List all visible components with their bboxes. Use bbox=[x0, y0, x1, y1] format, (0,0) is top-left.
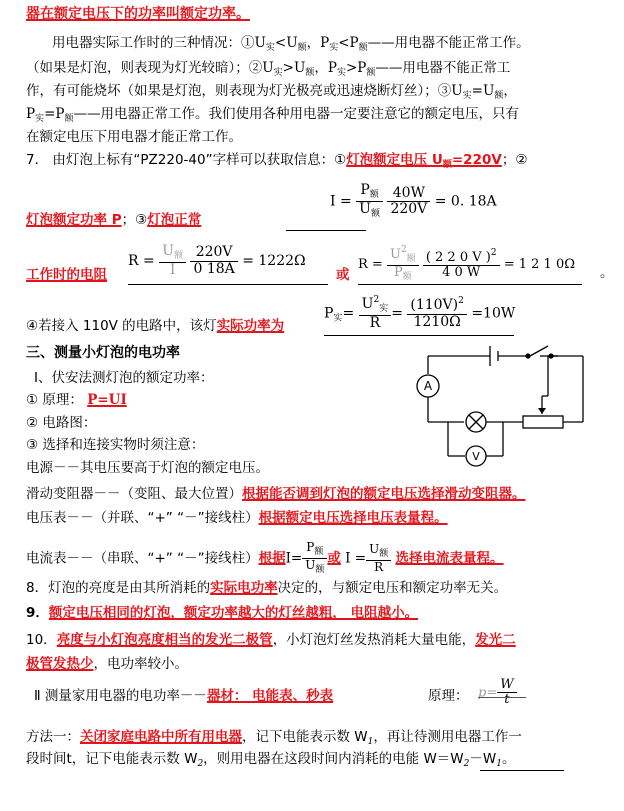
blank-underline bbox=[286, 212, 366, 231]
sub1-title: Ⅰ、伏安法测灯泡的额定功率： bbox=[34, 370, 214, 386]
underline-actual-power bbox=[324, 335, 514, 336]
item7-line2: 灯泡额定功率 P；③灯泡正常 bbox=[26, 212, 202, 228]
rheostat-slider-arrow bbox=[538, 408, 546, 414]
method1-line1: 方法一：关闭家庭电路中所有用电器，记下电能表示数 $W_1$，再让待测用电器工作一 bbox=[26, 729, 522, 747]
voltmeter-label: V bbox=[472, 450, 480, 463]
principle-line: ① 原理： P=UI bbox=[26, 392, 127, 408]
three-cases-line2: （如果是灯泡，则表现为灯光较暗）；$②U_实>U_额$，$P_实>P_额——$用电器不能正常工 bbox=[26, 60, 511, 78]
item8-line: 8．灯泡的亮度是由其所消耗的实际电功率决定的，与额定电压和额定功率无关。 bbox=[26, 580, 508, 596]
section3-title: 三、测量小灯泡的电功率 bbox=[26, 345, 180, 361]
item10-line2: 极管发热少，电功率较小。 bbox=[26, 656, 188, 672]
strike-line bbox=[478, 697, 526, 698]
rheostat-symbol bbox=[523, 416, 563, 428]
item4-line: ④若接入 110V 的电路中，该灯实际功率为 bbox=[26, 318, 285, 334]
circuit-label: ② 电路图： bbox=[26, 415, 97, 431]
ammeter-line: 电流表－－（串联、“+” “－”接线柱）根据I= $\frac{P_额}{U_额}$ 或 I = $\frac{U_额}{R}$ 选择电流表量程。 bbox=[26, 540, 504, 575]
item7-line1: 7． 由灯泡上标有“PZ220-40”字样可以获取信息：①灯泡额定电压 $U_额=220V$；② bbox=[26, 152, 528, 170]
power-source-line: 电源－－其电压要高于灯泡的额定电压。 bbox=[26, 460, 269, 476]
underline-r2 bbox=[358, 284, 582, 285]
three-cases-line4: $P_实=P_额——$用电器正常工作。我们使用各种用电器一定要注意它的额定电压，只有 bbox=[26, 106, 520, 124]
ammeter-label: A bbox=[423, 379, 433, 393]
item10-line1: 10．亮度与小灯泡亮度相当的发光二极管，小灯泡灯丝发热消耗大量电能，发光二 bbox=[26, 632, 516, 648]
voltmeter-line: 电压表－－（并联、“+” “－”接线柱）根据额定电压选择电压表量程。 bbox=[26, 510, 448, 526]
three-cases-line3: 作，有可能烧坏（如果是灯泡，则表现为灯光极亮或迅速烧断灯丝）；$③U_实=U_额$， bbox=[26, 83, 517, 101]
underline-r1 bbox=[128, 284, 328, 285]
formula-resistance-1: R = $\frac{U_额}{I}$ $\frac{220V}{0 18A}$ = 1222Ω bbox=[128, 243, 306, 278]
period: 。 bbox=[600, 265, 614, 281]
or-label: 或 bbox=[336, 267, 350, 283]
sub2-line: Ⅱ 测量家用电器的电功率－－器材： 电能表、秒表 bbox=[34, 688, 334, 704]
underline-w bbox=[480, 770, 564, 771]
heading-rated-power: 器在额定电压下的功率叫额定功率。 bbox=[26, 6, 250, 22]
notes-label: ③ 选择和连接实物时须注意： bbox=[26, 437, 205, 453]
switch-blade bbox=[530, 346, 548, 356]
circuit-diagram bbox=[408, 344, 598, 472]
rheostat-line: 滑动变阻器－－（变阻、最大位置）根据能否调到灯泡的额定电压选择滑动变阻器。 bbox=[26, 486, 526, 502]
method1-line2: 段时间t，记下电能表示数 $W_2$，则用电器在这段时间内消耗的电能 $W=W_2-W_1$。 bbox=[26, 751, 516, 769]
item9-line: 9．额定电压相同的灯泡，额定功率越大的灯丝越粗， 电阻越小。 bbox=[26, 605, 419, 621]
sub2-principle: 原理： bbox=[428, 688, 469, 704]
item7-resistance-label: 工作时的电阻 bbox=[26, 267, 107, 283]
formula-current: I = $\frac{P_额}{U_额}$ $\frac{40W}{220V}$ = 0. 18A bbox=[330, 182, 497, 219]
formula-resistance-2: R = $\frac{U^2_额}{P_额}$ $\frac{( 2 2 0 V )^2}{4 0 W}$ = 1 2 1 0Ω bbox=[358, 245, 576, 282]
formula-actual-power: $P_实=$ $\frac{U^2_实}{R}$ = $\frac{(110V)^2}{1210\Omega}$ =10W bbox=[324, 295, 516, 331]
formula-p-w-t: p= $\frac{W}{t}$ bbox=[478, 678, 517, 708]
three-cases-line5: 在额定电压下用电器才能正常工作。 bbox=[26, 129, 242, 145]
three-cases-line1: 用电器实际工作时的三种情况：$①U_实<U_额$，$P_实<P_额——$用电器不能正常工作。 bbox=[52, 35, 530, 53]
